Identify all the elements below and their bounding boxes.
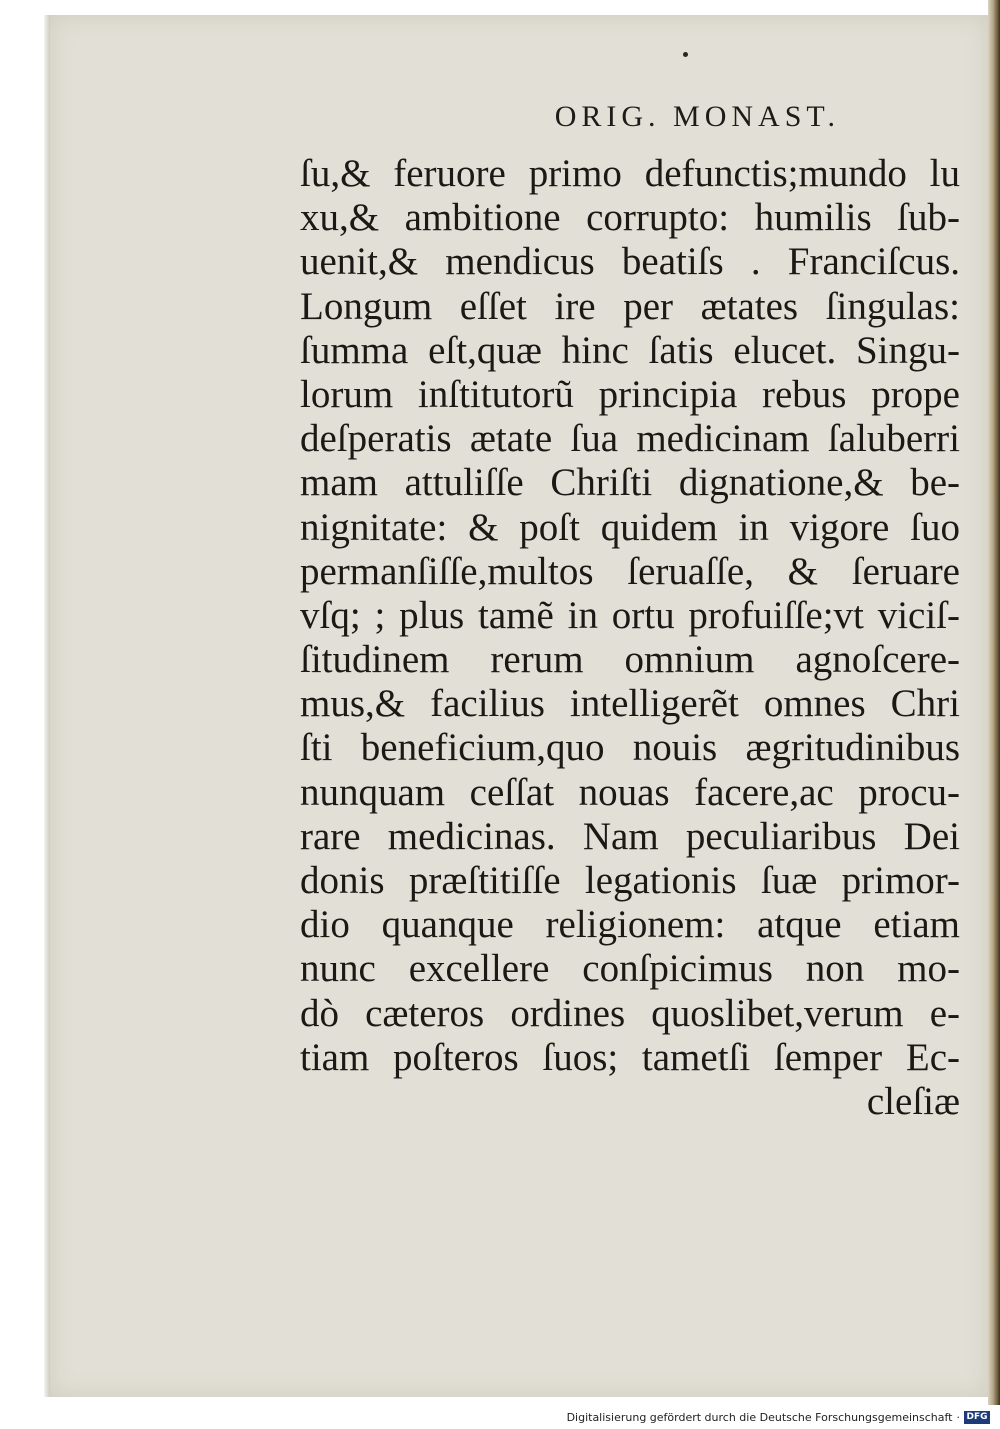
running-header: ORIG. MONAST. (554, 100, 840, 133)
text-line: nunc excellere conſpicimus non mo- (300, 947, 960, 991)
text-line: vſq; ; plus tamẽ in ortu profuiſſe;vt viciſ- (300, 593, 960, 637)
text-line: uenit,& mendicus beatiſs . Franciſcus. (300, 240, 960, 284)
text-line: mus,& facilius intelligerẽt omnes Chri (300, 682, 960, 726)
catchword: cleſiæ (866, 1079, 960, 1123)
text-line: donis præſtitiſſe legationis ſuæ primor- (300, 859, 960, 902)
text-line: dio quanque religionem: atque etiam (300, 903, 960, 947)
text-line: ſitudinem rerum omnium agnoſcere- (300, 638, 960, 682)
text-line: xu,& ambitione corrupto: humilis ſub- (300, 196, 960, 240)
credit-separator: · (956, 1410, 960, 1424)
body-text (300, 152, 960, 1124)
text-line: permanſiſſe,multos ſeruaſſe, & ſeruare (300, 549, 960, 593)
book-spine (988, 0, 1000, 1405)
text-line: Longum eſſet ire per ætates ſingulas: (300, 284, 960, 328)
text-line: deſperatis ætate ſua medicinam ſaluberri (300, 417, 960, 461)
digitization-credit (520, 1409, 990, 1425)
credit-text: Digitalisierung gefördert durch die Deutsche Forschungsgemeinschaft (566, 1410, 953, 1424)
text-line: mam attuliſſe Chriſti dignatione,& be- (300, 461, 960, 505)
text-line: ſumma eſt,quæ hinc ſatis elucet. Singu- (300, 328, 960, 372)
text-line: dò cæteros ordines quoslibet,verum e- (300, 991, 960, 1035)
text-line: ſti beneficium,quo nouis ægritudinibus (300, 726, 960, 770)
text-line: rare medicinas. Nam peculiaribus Dei (300, 814, 960, 858)
dfg-logo: DFG (964, 1411, 990, 1424)
ink-dot (683, 52, 688, 57)
text-line: nignitate: & poſt quidem in vigore ſuo (300, 505, 960, 549)
text-line: lorum inſtitutorũ principia rebus prope (300, 372, 960, 416)
text-line: ſu,& feruore primo defunctis;mundo lu (300, 152, 960, 195)
text-line: tiam poſteros ſuos; tametſi ſemper Ec- (300, 1035, 960, 1079)
text-line: nunquam ceſſat nouas facere,ac procu- (300, 770, 960, 814)
